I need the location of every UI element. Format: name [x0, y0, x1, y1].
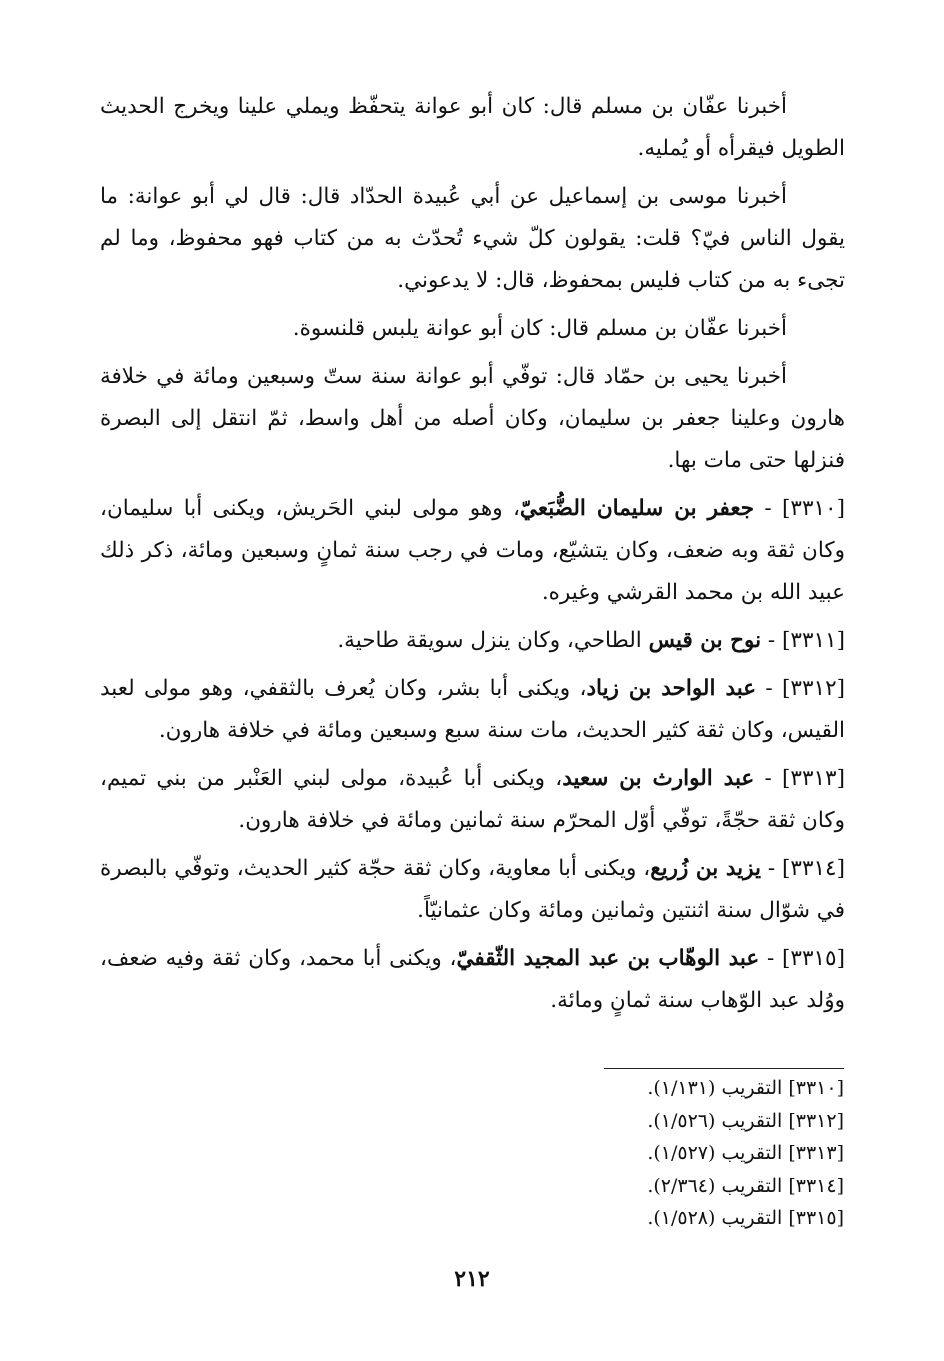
footnote: [٣٣١٥] التقريب (١/٥٢٨).	[647, 1207, 844, 1229]
page-body	[100, 86, 845, 1028]
narration-paragraph: أخبرنا عفّان بن مسلم قال: كان أبو عوانة يتحفّظ ويملي علينا ويخرج الحديث الطويل فيقرأه أو يُمليه.	[100, 94, 845, 161]
narration-paragraph: أخبرنا موسى بن إسماعيل عن أبي عُبيدة الحدّاد قال: قال لي أبو عوانة: ما يقول الناس فيّ؟ قلت: يقولون كلّ شيء تُحدّث به من كتاب فهو محفوظ، وما لم تجىء به من كتاب فليس بمحفوظ، قال: لا يدعوني.	[100, 184, 845, 293]
entry-name: عبد الوارث بن سعيد	[562, 766, 755, 791]
entry-name: عبد الوهّاب بن عبد المجيد الثّقفيّ	[456, 946, 760, 971]
entry-text: الطاحي، وكان ينزل سويقة طاحية.	[337, 628, 649, 653]
entry-name: نوح بن قيس	[648, 628, 762, 653]
footnote: [٣٣١٠] التقريب (١/١٣١).	[647, 1077, 844, 1099]
biography-entry: [٣٣١٣] - عبد الوارث بن سعيد، ويكنى أبا عُبيدة، مولى لبني العَنْبر من بني تميم، وكان ثقة حجّةً، توفّي أوّل المحرّم سنة ثمانين ومائة في خلافة هارون.	[100, 766, 845, 833]
entry-number: [٣٣١٠]	[782, 496, 845, 521]
entry-number: [٣٣١٥]	[782, 946, 845, 971]
entry-text: ، ويكنى أبا بشر، وكان يُعرف بالثقفي، وهو مولى لعبد القيس، وكان ثقة كثير الحديث، مات سنة سبع وسبعين ومائة في خلافة هارون.	[100, 676, 845, 743]
footnotes	[444, 1072, 844, 1235]
entry-number: [٣٣١٣]	[782, 766, 845, 791]
entry-text: ، ويكنى أبا محمد، وكان ثقة وفيه ضعف، ووُلد عبد الوّهاب سنة ثمانٍ ومائة.	[100, 946, 845, 1013]
entry-text: ، وهو مولى لبني الحَريش، ويكنى أبا سليمان، وكان ثقة وبه ضعف، وكان يتشيّع، ومات في رجب سنة ثمانٍ وسبعين ومائة، ذكر ذلك عبيد الله بن محمد القرشي وغيره.	[100, 496, 845, 605]
biography-entry: [٣٣١٥] - عبد الوهّاب بن عبد المجيد الثّقفيّ، ويكنى أبا محمد، وكان ثقة وفيه ضعف، ووُلد عبد الوّهاب سنة ثمانٍ ومائة.	[100, 946, 845, 1013]
footnote: [٣٣١٣] التقريب (١/٥٢٧).	[647, 1142, 844, 1164]
entry-text: ، ويكنى أبا عُبيدة، مولى لبني العَنْبر من بني تميم، وكان ثقة حجّةً، توفّي أوّل المحرّم سنة ثمانين ومائة في خلافة هارون.	[100, 766, 845, 833]
footnote-divider	[604, 1068, 844, 1069]
entry-number: [٣٣١٢]	[782, 676, 846, 701]
narration-paragraph: أخبرنا يحيى بن حمّاد قال: توفّي أبو عوانة سنة ستّ وسبعين ومائة في خلافة هارون وعلينا جعفر بن سليمان، وكان أصله من أهل واسط، ثمّ انتقل إلى البصرة فنزلها حتى مات بها.	[100, 364, 845, 473]
entry-name: عبد الواحد بن زياد	[586, 676, 757, 701]
entry-name: جعفر بن سليمان الضُّبَعيّ	[519, 496, 755, 521]
entry-name: يزيد بن زُريع	[650, 856, 761, 881]
biography-entry: [٣٣١٢] - عبد الواحد بن زياد، ويكنى أبا بشر، وكان يُعرف بالثقفي، وهو مولى لعبد القيس، وكان ثقة كثير الحديث، مات سنة سبع وسبعين ومائة في خلافة هارون.	[100, 676, 846, 743]
footnote: [٣٣١٤] التقريب (٢/٣٦٤).	[647, 1174, 844, 1197]
narration-paragraph: أخبرنا عفّان بن مسلم قال: كان أبو عوانة يلبس قلنسوة.	[292, 316, 787, 341]
page-number: ٢١٢	[454, 1266, 490, 1292]
biography-entry: [٣٣١٤] - يزيد بن زُريع، ويكنى أبا معاوية، وكان ثقة حجّة كثير الحديث، وتوفّي بالبصرة في شوّال سنة اثنتين وثمانين ومائة وكان عثمانيّاً.	[100, 856, 845, 923]
entry-number: [٣٣١١]	[782, 628, 845, 653]
entry-text: ، ويكنى أبا معاوية، وكان ثقة حجّة كثير الحديث، وتوفّي بالبصرة في شوّال سنة اثنتين وثمانين ومائة وكان عثمانيّاً.	[100, 856, 845, 923]
footnote: [٣٣١٢] التقريب (١/٥٢٦).	[647, 1109, 844, 1132]
biography-entry: [٣٣١٠] - جعفر بن سليمان الضُّبَعيّ، وهو مولى لبني الحَريش، ويكنى أبا سليمان، وكان ثقة وبه ضعف، وكان يتشيّع، ومات في رجب سنة ثمانٍ وسبعين ومائة، ذكر ذلك عبيد الله بن محمد القرشي وغيره.	[100, 496, 845, 605]
biography-entry: [٣٣١١] - نوح بن قيس الطاحي، وكان ينزل سويقة طاحية.	[337, 628, 845, 653]
entry-number: [٣٣١٤]	[782, 856, 845, 881]
